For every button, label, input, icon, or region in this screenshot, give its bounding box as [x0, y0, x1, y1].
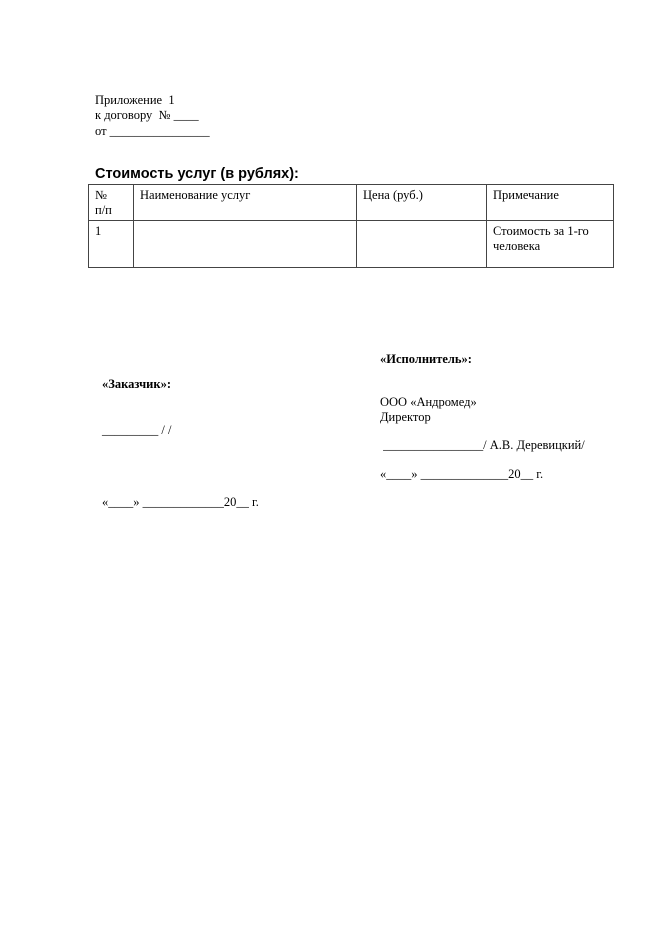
executor-date-line: «____» ______________20__ г.: [380, 467, 544, 481]
header-number-label: № п/п: [95, 188, 112, 217]
services-table: [88, 184, 614, 268]
customer-title: «Заказчик»:: [102, 377, 172, 391]
cell-service-name: [134, 221, 357, 268]
table-header-row: [89, 185, 614, 221]
executor-signature-line: ________________/ А.В. Деревицкий/: [380, 438, 585, 452]
executor-position: Директор: [380, 410, 431, 424]
cell-number: [89, 221, 134, 268]
executor-company: ООО «Андромед»: [380, 395, 477, 409]
header-note-label: Примечание: [493, 188, 559, 202]
appendix-line-3: от ________________: [95, 124, 210, 138]
appendix-line-1: Приложение 1: [95, 93, 175, 107]
cell-note: [487, 221, 614, 268]
executor-title: «Исполнитель»:: [380, 352, 472, 366]
header-cell-service-name: [134, 185, 357, 221]
section-title: Стоимость услуг (в рублях):: [95, 166, 299, 182]
cell-price: [357, 221, 487, 268]
header-cell-note: [487, 185, 614, 221]
customer-date-line: «____» _____________20__ г.: [102, 495, 259, 509]
header-service-name-label: Наименование услуг: [140, 188, 251, 202]
appendix-line-2: к договору № ____: [95, 108, 199, 122]
header-cell-price: [357, 185, 487, 221]
customer-signature-line: _________ / /: [102, 423, 172, 437]
header-price-label: Цена (руб.): [363, 188, 423, 202]
cell-note-value: Стоимость за 1-го человека: [493, 224, 589, 253]
header-cell-number: [89, 185, 134, 221]
cell-number-value: 1: [95, 224, 102, 238]
table-row: [89, 221, 614, 268]
